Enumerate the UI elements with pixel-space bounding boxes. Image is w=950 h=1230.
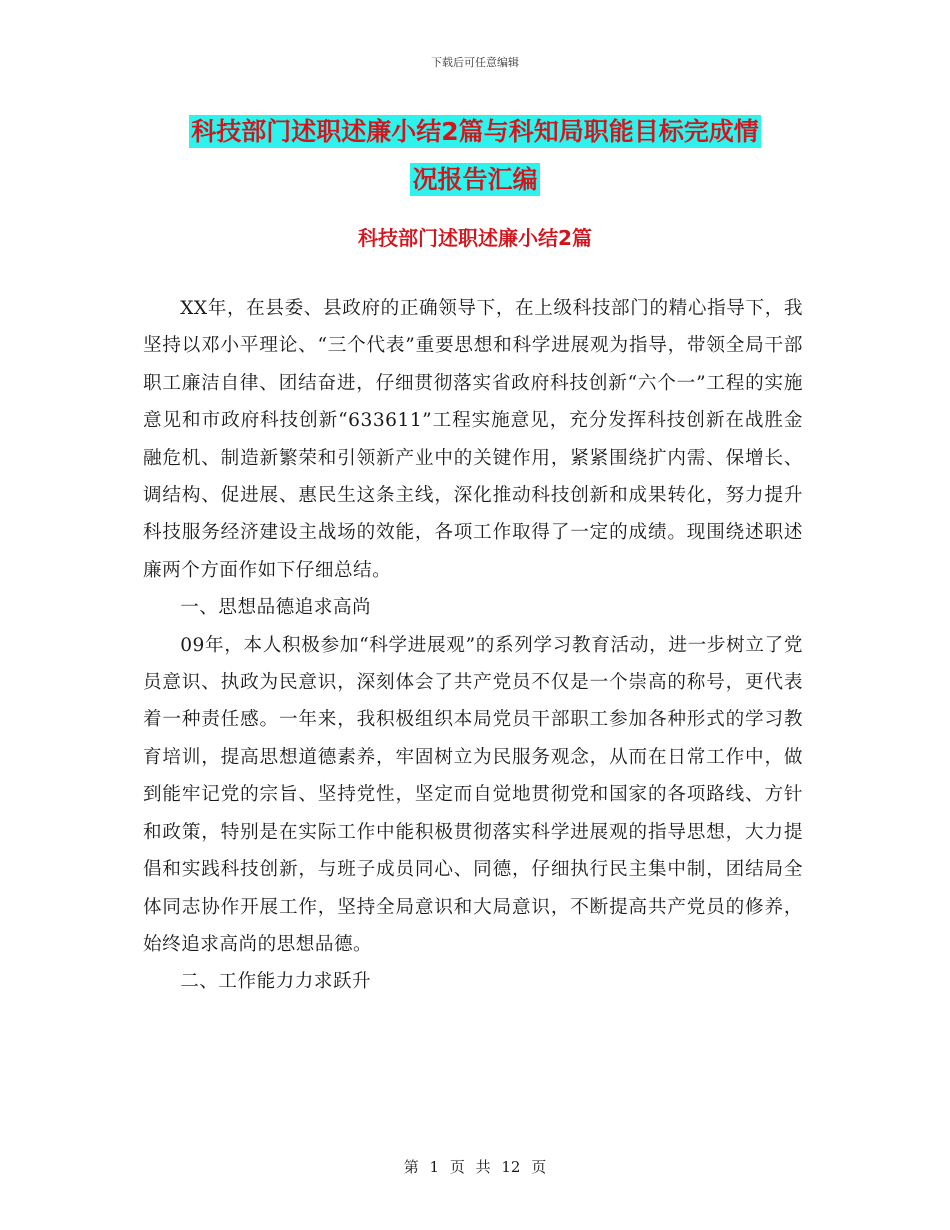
- document-title-line1: 科技部门述职述廉小结2篇与科知局职能目标完成情: [191, 117, 759, 146]
- paragraph-intro: XX年，在县委、县政府的正确领导下，在上级科技部门的精心指导下，我坚持以邓小平理论、“三个代表”重要思想和科学进展观为指导，带领全局干部职工廉洁自律、团结奋进，仔细贯彻落实省政府科技创新“六个一”工程的实施意见和市政府科技创新“633611”工程实施意见，充分发挥科技创新在战胜金融危机、制造新繁荣和引领新产业中的关键作用，紧紧围绕扩内需、保增长、调结构、促进展、惠民生这条主线，深化推动科技创新和成果转化，努力提升科技服务经济建设主战场的效能，各项工作取得了一定的成绩。现围绕述职述廉两个方面作如下仔细总结。: [143, 298, 803, 581]
- section-title: 科技部门述职述廉小结2篇: [358, 226, 592, 250]
- body-text: [143, 290, 803, 1001]
- heading-section-2: 二、工作能力力求跃升: [180, 971, 372, 993]
- paragraph-section-1: 09年，本人积极参加“科学进展观”的系列学习教育活动，进一步树立了党员意识、执政为民意识，深刻体会了共产党员不仅是一个崇高的称号，更代表着一种责任感。一年来，我积极组织本局党员干部职工参加各种形式的学习教育培训，提高思想道德素养，牢固树立为民服务观念，从而在日常工作中，做到能牢记党的宗旨、坚持党性，坚定而自觉地贯彻党和国家的各项路线、方针和政策，特别是在实际工作中能积极贯彻落实科学进展观的指导思想，大力提倡和实践科技创新，与班子成员同心、同德，仔细执行民主集中制，团结局全体同志协作开展工作，坚持全局意识和大局意识，不断提高共产党员的修养，始终追求高尚的思想品德。: [143, 634, 803, 955]
- document-title: [140, 108, 810, 204]
- page-number: 第 1 页 共 12 页: [403, 1158, 547, 1176]
- header-note: 下载后可任意编辑: [431, 56, 519, 69]
- document-title-line2: 况报告汇编: [412, 165, 538, 194]
- heading-section-1: 一、思想品德追求高尚: [180, 597, 372, 619]
